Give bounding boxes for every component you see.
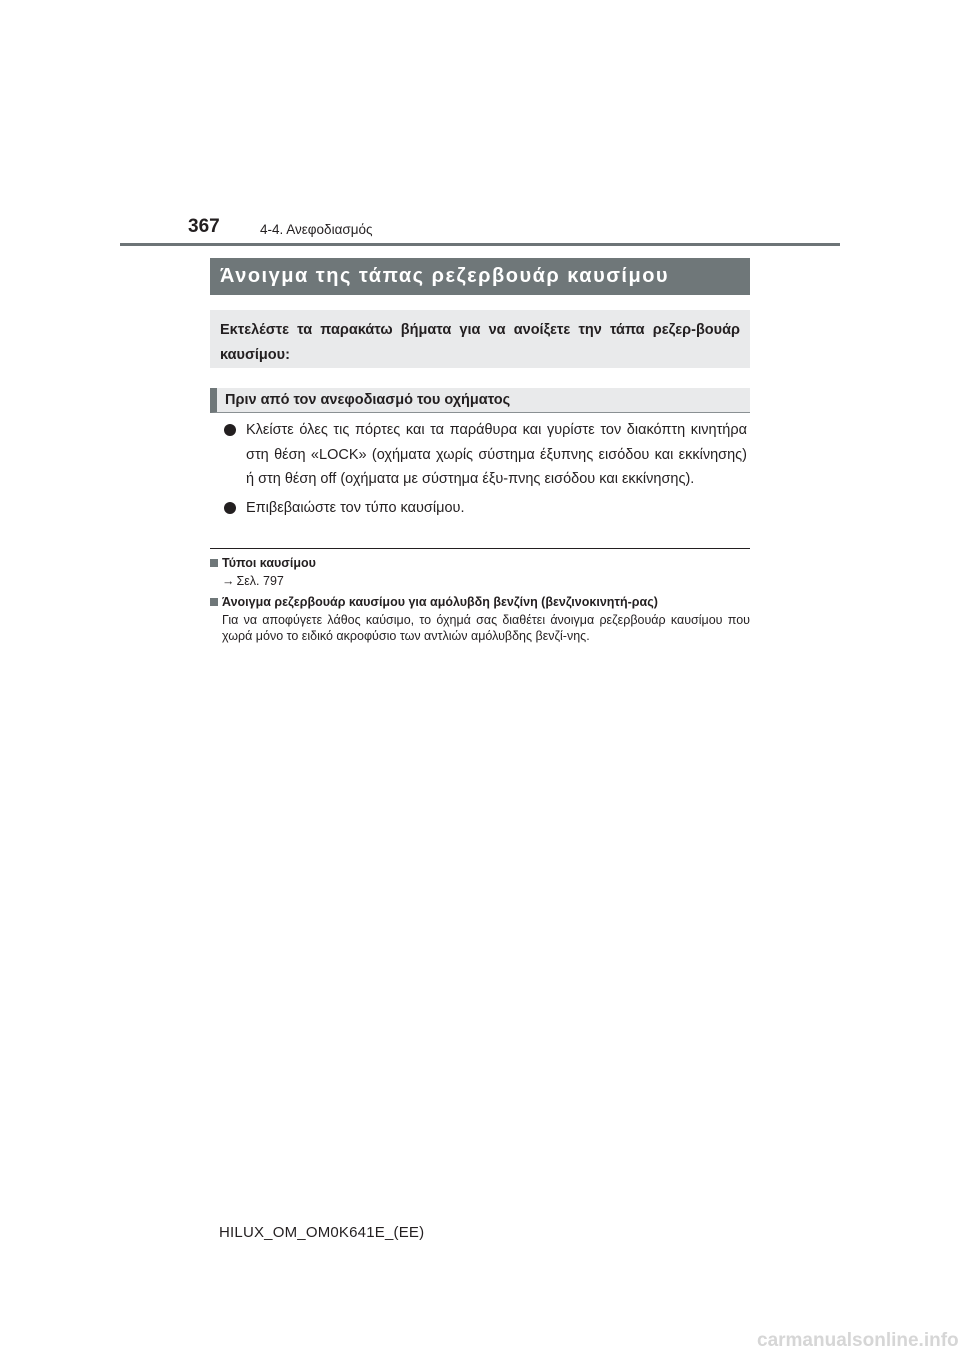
list-item (222, 418, 747, 492)
notes-divider (210, 548, 750, 549)
header-divider (120, 243, 840, 246)
page-title: Άνοιγμα της τάπας ρεζερβουάρ καυσίμου (210, 258, 750, 295)
note-title: Τύποι καυσίμου (222, 556, 316, 570)
page-number: 367 (188, 216, 220, 237)
square-bullet-icon (210, 598, 218, 606)
list-item-text: Κλείστε όλες τις πόρτες και τα παράθυρα και γυρίστε τον διακόπτη κινητήρα στη θέση «LOCK» (οχήματα χωρίς σύστημα έξυπνης εισόδου και εκκίνησης) ή στη θέση off (οχήματα με σύστημα έξυ-πνης εισόδου και εκκίνησης). (246, 422, 747, 487)
page-reference[interactable] (222, 573, 750, 589)
subheading: Πριν από τον ανεφοδιασμό του οχήματος (210, 388, 750, 413)
notes-section (210, 556, 750, 650)
bullet-icon (224, 424, 236, 436)
bullet-list (222, 418, 747, 524)
intro-text: Εκτελέστε τα παρακάτω βήματα για να ανοίξετε την τάπα ρεζερ-βουάρ καυσίμου: (220, 322, 740, 363)
list-item (222, 496, 747, 521)
note-unleaded-opening (210, 595, 750, 644)
arrow-icon: → (222, 574, 235, 588)
watermark: carmanualsonline.info (757, 1330, 959, 1351)
section-reference: 4-4. Ανεφοδιασμός (260, 222, 373, 237)
page-reference-text: Σελ. 797 (236, 574, 284, 588)
note-fuel-types (210, 556, 750, 589)
intro-box (210, 310, 750, 368)
note-title: Άνοιγμα ρεζερβουάρ καυσίμου για αμόλυβδη βενζίνη (βενζινοκινητή-ρας) (222, 595, 658, 609)
document-code: HILUX_OM_OM0K641E_(EE) (219, 1224, 425, 1241)
square-bullet-icon (210, 559, 218, 567)
bullet-icon (224, 502, 236, 514)
list-item-text: Επιβεβαιώστε τον τύπο καυσίμου. (246, 499, 465, 516)
note-body: Για να αποφύγετε λάθος καύσιμο, το όχημά σας διαθέτει άνοιγμα ρεζερβουάρ καυσίμου που χωρά μόνο το ειδικό ακροφύσιο των αντλιών αμόλυβδης βενζί-νης. (222, 613, 750, 643)
